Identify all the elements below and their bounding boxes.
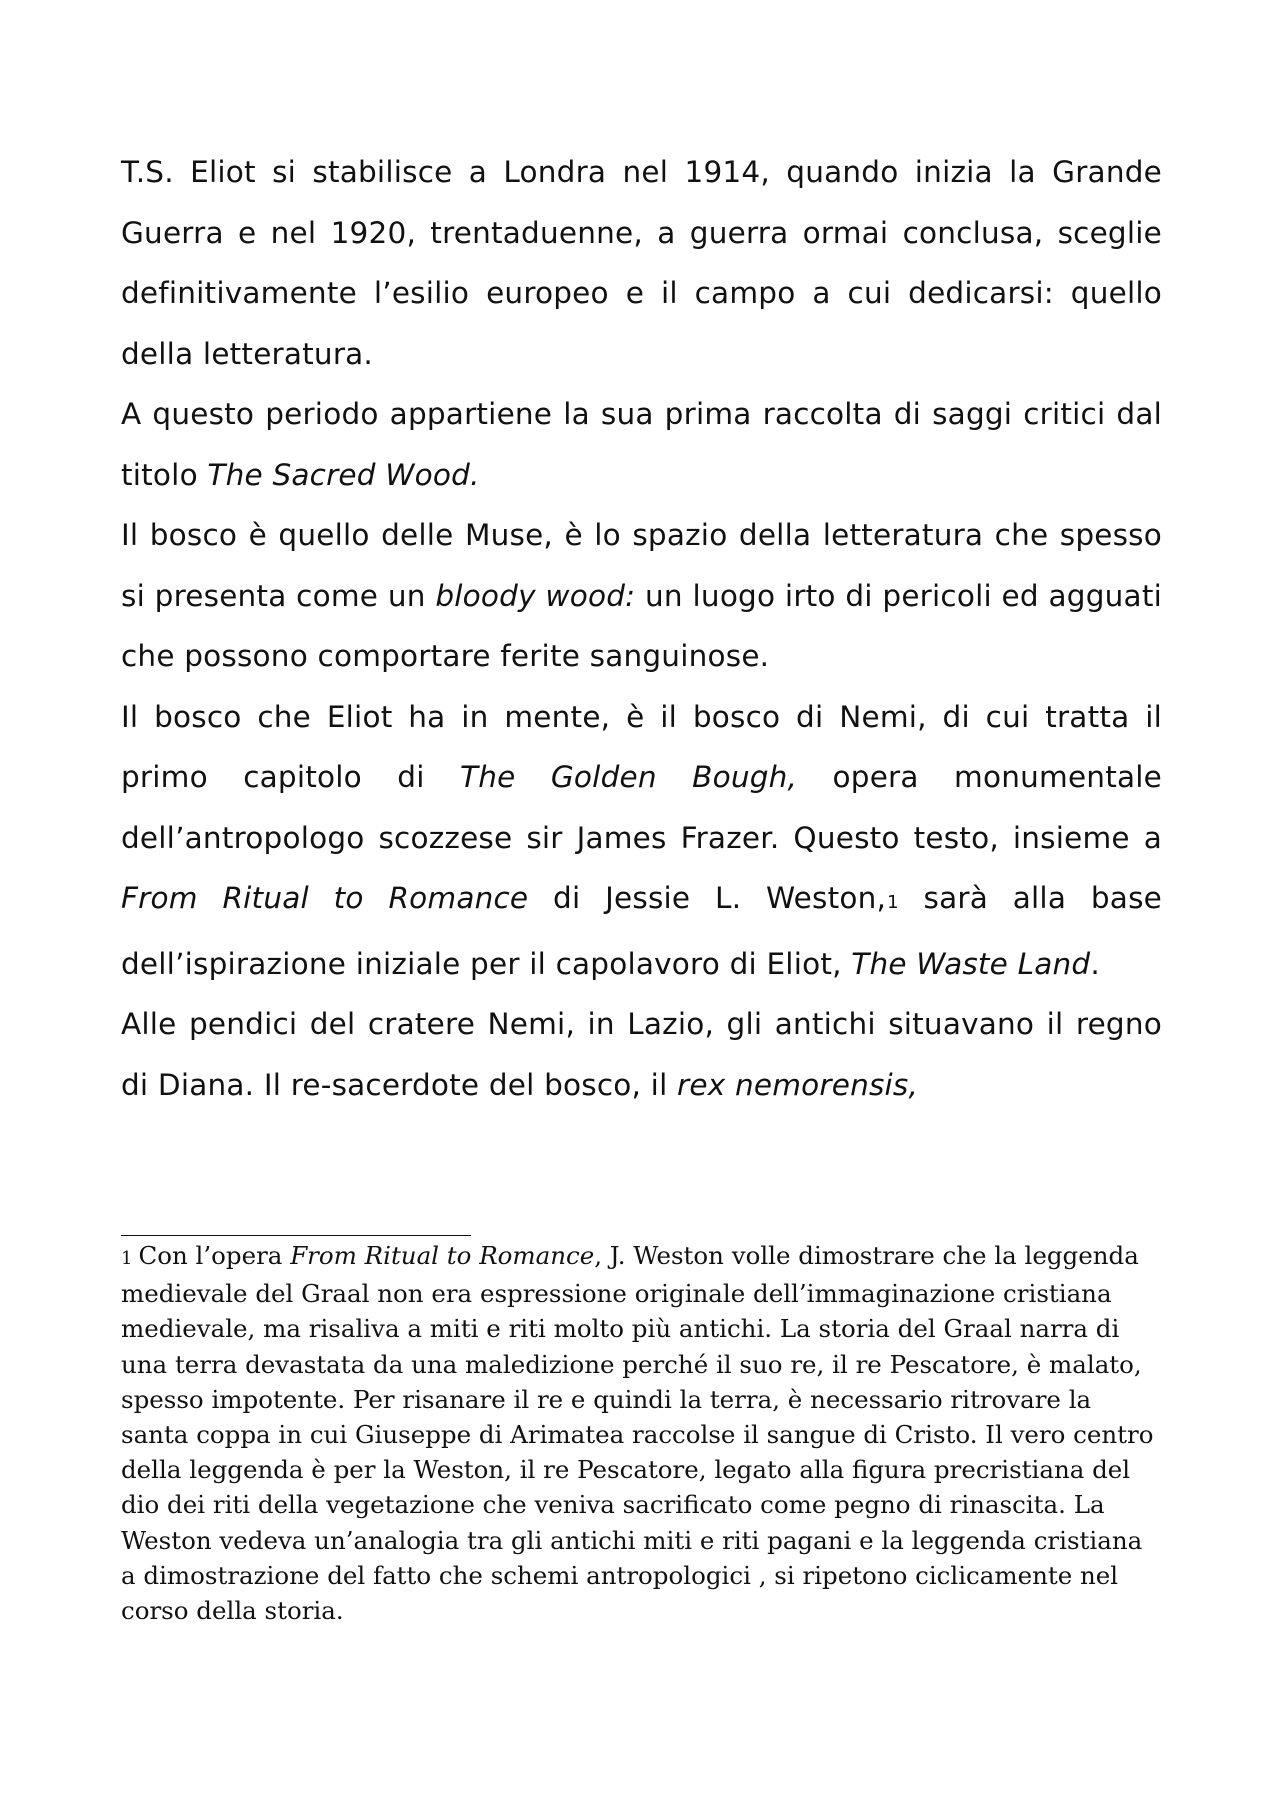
- text-run: .: [1090, 946, 1100, 981]
- text-run: sarà alla base dell’ispirazione iniziale per il capolavoro di Eliot,: [121, 881, 1162, 981]
- paragraph: [121, 384, 1162, 505]
- paragraph: [121, 142, 1162, 384]
- footnote: [121, 1238, 1162, 1628]
- footnotes: [121, 1238, 1162, 1628]
- italic-text: The Golden Bough,: [460, 760, 798, 794]
- text-run: , J. Weston volle dimostrare che la leggenda medievale del Graal non era espressione originale dell’immaginazione cristiana medievale, ma risaliva a miti e riti molto più antichi. La storia del Graal narra di una terra devastata da una maledizione perché il suo re, il re Pescatore, è malato, spesso impotente. Per risanare il re e quindi la terra, è necessario ritrovare la santa coppa in cui Giuseppe di Arimatea raccolse il sangue di Cristo. Il vero centro della leggenda è per la Weston, il re Pescatore, legato alla figura precristiana del dio dei riti della vegetazione che veniva sacrificato come pegno di rinascita. La Weston vedeva un’analogia tra gli antichi miti e riti pagani e la leggenda cristiana a dimostrazione del fatto che schemi antropologici , si ripetono ciclicamente nel corso della storia.: [121, 1241, 1154, 1626]
- footnote-separator: [121, 1235, 471, 1236]
- text-run: Il bosco è quello delle Muse, è lo spazio della letteratura che spesso si presenta come un: [121, 518, 1162, 613]
- italic-text: The Sacred Wood.: [207, 457, 480, 492]
- text-run: Il bosco che Eliot ha in mente, è il bosco di Nemi, di cui tratta il primo capitolo di: [121, 699, 1162, 794]
- italic-text: From Ritual to Romance: [121, 881, 529, 915]
- text-run: T.S. Eliot si stabilisce a Londra nel 1914, quando inizia la Grande Guerra e nel 1920, trentaduenne, a guerra ormai conclusa, sceglie definitivamente l’esilio europeo e il campo a cui dedicarsi: quello della letteratura.: [121, 155, 1162, 371]
- italic-text: From Ritual to Romance: [290, 1241, 595, 1270]
- body-text: [121, 142, 1162, 1115]
- italic-text: The Waste Land: [851, 946, 1091, 981]
- italic-text: rex nemorensis,: [677, 1067, 919, 1102]
- text-run: A questo periodo appartiene la sua prima raccolta di saggi critici dal titolo: [121, 397, 1162, 492]
- text-run: opera monumentale dell’antropologo scozzese sir James Frazer. Questo testo, insieme a: [121, 760, 1162, 855]
- footnote-reference: 1: [887, 892, 899, 913]
- italic-text: bloody wood:: [435, 578, 636, 613]
- text-run: un luogo irto di pericoli ed agguati che possono comportare ferite sanguinose.: [121, 578, 1162, 673]
- text-run: Con l’opera: [138, 1241, 291, 1270]
- paragraph: [121, 687, 1162, 995]
- text-run: di Jessie L. Weston,: [528, 881, 887, 915]
- paragraph: [121, 505, 1162, 687]
- footnote-number: 1: [121, 1248, 133, 1269]
- text-run: Alle pendici del cratere Nemi, in Lazio, gli antichi situavano il regno di Diana. Il re-sacerdote del bosco, il: [121, 1007, 1162, 1102]
- paragraph: [121, 994, 1162, 1115]
